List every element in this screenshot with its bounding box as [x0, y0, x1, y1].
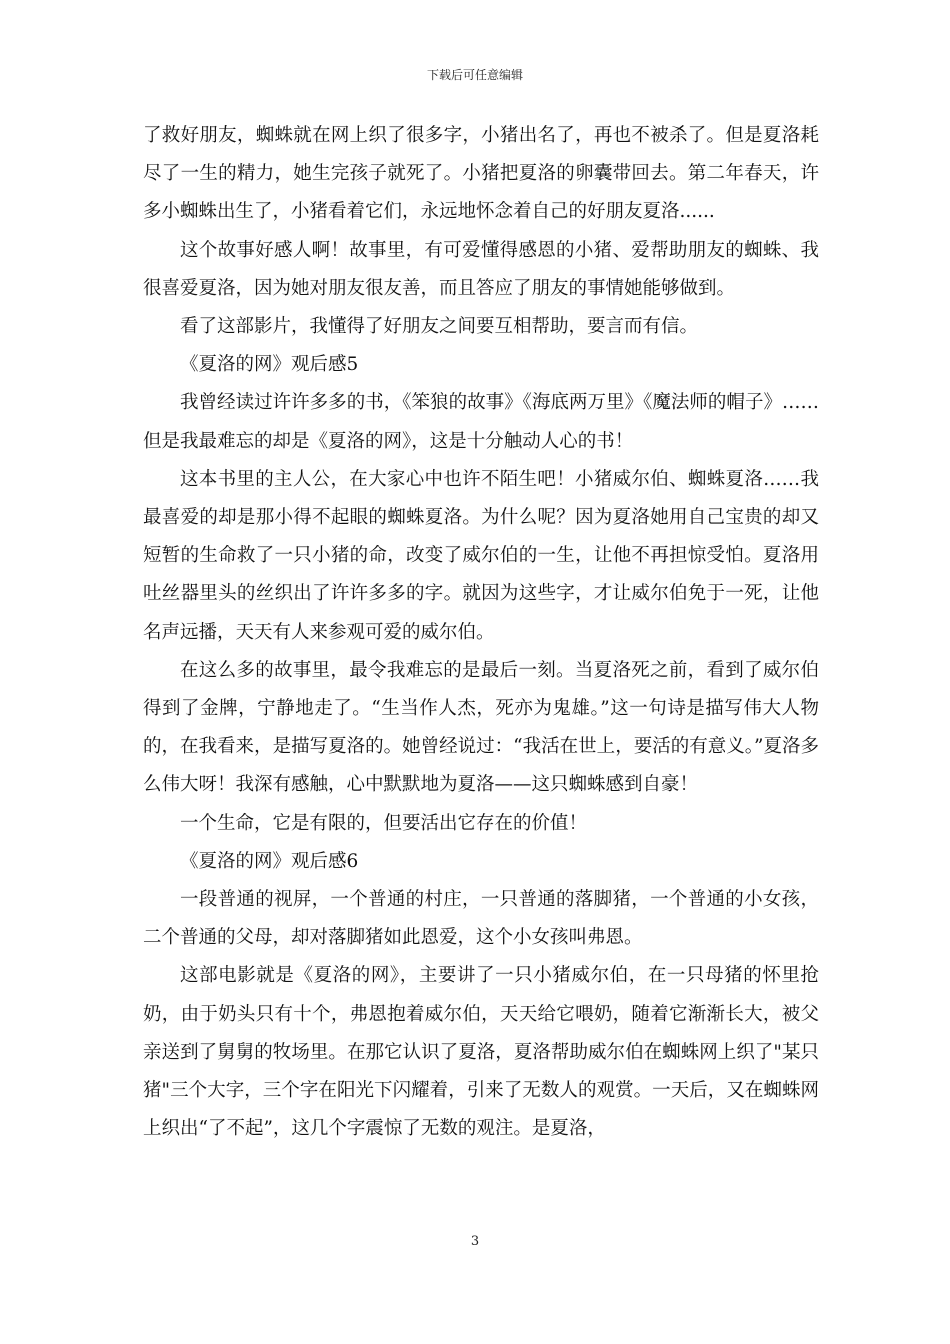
paragraph: 一段普通的视屏，一个普通的村庄，一只普通的落脚猪，一个普通的小女孩，二个普通的父母，却对落脚猪如此恩爱，这个小女孩叫弗恩。: [143, 889, 819, 949]
section-heading: 《夏洛的网》观后感5: [180, 354, 359, 376]
page-number: 3: [470, 1234, 480, 1249]
paragraph: 一个生命，它是有限的，但要活出它存在的价值！: [180, 812, 588, 834]
paragraph: 在这么多的故事里，最令我难忘的是最后一刻。当夏洛死之前，看到了威尔伯得到了金牌，宁静地走了。“生当作人杰，死亦为鬼雄。”这一句诗是描写伟大人物的，在我看来，是描写夏洛的。她曾经说过：“我活在世上，要活的有意义。”夏洛多么伟大呀！我深有感触，心中默默地为夏洛——这只蜘蛛感到自豪！: [143, 659, 819, 796]
page-header: 下载后可任意编辑: [426, 68, 523, 82]
paragraph: 了救好朋友，蜘蛛就在网上织了很多字，小猪出名了，再也不被杀了。但是夏洛耗尽了一生的精力，她生完孩子就死了。小猪把夏洛的卵囊带回去。第二年春天，许多小蜘蛛出生了，小猪看着它们，永远地怀念着自己的好朋友夏洛......: [143, 125, 819, 223]
paragraph: 我曾经读过许许多多的书，《笨狼的故事》《海底两万里》《魔法师的帽子》……但是我最难忘的却是《夏洛的网》，这是十分触动人心的书！: [143, 392, 819, 452]
paragraph: 看了这部影片，我懂得了好朋友之间要互相帮助，要言而有信。: [180, 316, 699, 338]
paragraph: 这个故事好感人啊！故事里，有可爱懂得感恩的小猪、爱帮助朋友的蜘蛛、我很喜爱夏洛，因为她对朋友很友善，而且答应了朋友的事情她能够做到。: [143, 239, 819, 299]
paragraph: 这部电影就是《夏洛的网》，主要讲了一只小猪威尔伯，在一只母猪的怀里抢奶，由于奶头只有十个，弗恩抱着威尔伯，天天给它喂奶，随着它渐渐长大，被父亲送到了舅舅的牧场里。在那它认识了夏洛，夏洛帮助威尔伯在蜘蛛网上织了"某只猪"三个大字，三个字在阳光下闪耀着，引来了无数人的观赏。一天后，又在蜘蛛网上织出“了不起”，这几个字震惊了无数的观注。是夏洛，: [143, 965, 819, 1140]
body-text: [143, 117, 819, 1148]
paragraph: 这本书里的主人公，在大家心中也许不陌生吧！小猪威尔伯、蜘蛛夏洛……我最喜爱的却是那小得不起眼的蜘蛛夏洛。为什么呢？因为夏洛她用自己宝贵的却又短暂的生命救了一只小猪的命，改变了威尔伯的一生，让他不再担惊受怕。夏洛用吐丝器里头的丝织出了许许多多的字。就因为这些字，才让威尔伯免于一死，让他名声远播，天天有人来参观可爱的威尔伯。: [143, 468, 819, 643]
section-heading: 《夏洛的网》观后感6: [180, 850, 359, 872]
